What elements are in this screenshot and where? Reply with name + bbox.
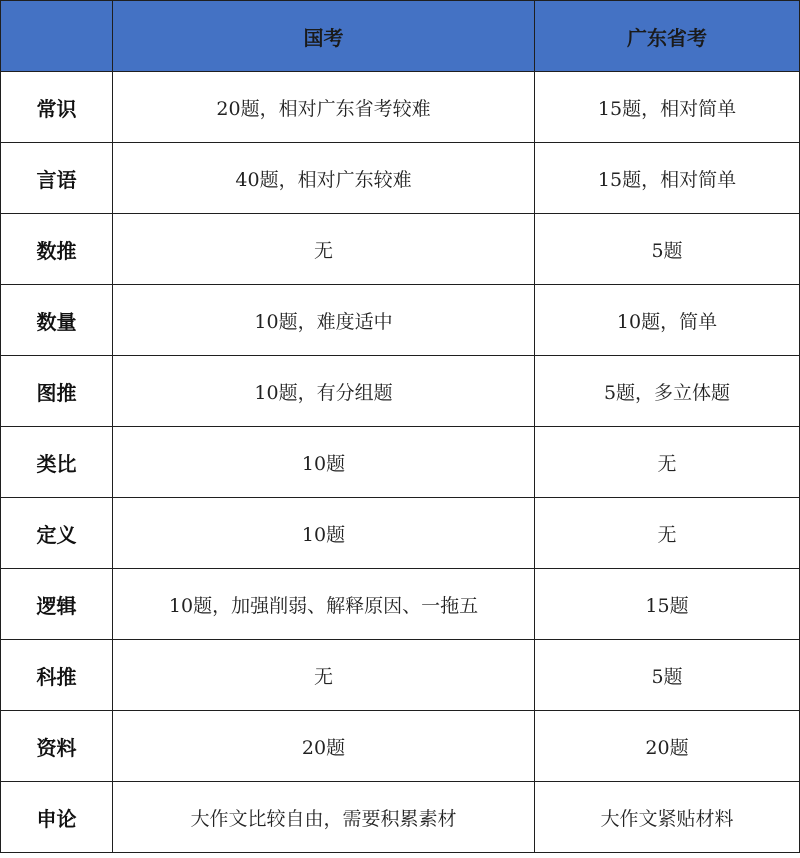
header-guokao: 国考 [113, 1, 535, 72]
guangdong-cell: 15题，相对简单 [535, 143, 800, 214]
table-row [1, 640, 800, 711]
table-row [1, 214, 800, 285]
table-row [1, 427, 800, 498]
subject-cell: 常识 [1, 72, 113, 143]
subject-cell: 定义 [1, 498, 113, 569]
subject-cell: 言语 [1, 143, 113, 214]
guangdong-cell: 无 [535, 498, 800, 569]
guokao-cell: 无 [113, 214, 535, 285]
guangdong-cell: 5题 [535, 640, 800, 711]
table-row [1, 285, 800, 356]
guokao-cell: 10题，难度适中 [113, 285, 535, 356]
guangdong-cell: 无 [535, 427, 800, 498]
guokao-cell: 20题 [113, 711, 535, 782]
guangdong-cell: 15题，相对简单 [535, 72, 800, 143]
table-row [1, 72, 800, 143]
subject-cell: 科推 [1, 640, 113, 711]
subject-cell: 资料 [1, 711, 113, 782]
subject-cell: 逻辑 [1, 569, 113, 640]
table-row [1, 498, 800, 569]
guokao-cell: 大作文比较自由，需要积累素材 [113, 782, 535, 853]
subject-cell: 数量 [1, 285, 113, 356]
guangdong-cell: 5题，多立体题 [535, 356, 800, 427]
guangdong-cell: 10题，简单 [535, 285, 800, 356]
guokao-cell: 10题，有分组题 [113, 356, 535, 427]
guangdong-cell: 15题 [535, 569, 800, 640]
guokao-cell: 40题，相对广东较难 [113, 143, 535, 214]
guangdong-cell: 5题 [535, 214, 800, 285]
guangdong-cell: 大作文紧贴材料 [535, 782, 800, 853]
guokao-cell: 10题 [113, 498, 535, 569]
header-corner-cell [1, 1, 113, 72]
guokao-cell: 10题 [113, 427, 535, 498]
guangdong-cell: 20题 [535, 711, 800, 782]
header-row [1, 1, 800, 72]
table-row [1, 143, 800, 214]
subject-cell: 图推 [1, 356, 113, 427]
subject-cell: 申论 [1, 782, 113, 853]
subject-cell: 数推 [1, 214, 113, 285]
subject-cell: 类比 [1, 427, 113, 498]
header-guangdong: 广东省考 [535, 1, 800, 72]
table-row [1, 782, 800, 853]
table-row [1, 356, 800, 427]
table-row [1, 569, 800, 640]
guokao-cell: 10题，加强削弱、解释原因、一拖五 [113, 569, 535, 640]
table-row [1, 711, 800, 782]
guokao-cell: 无 [113, 640, 535, 711]
guokao-cell: 20题，相对广东省考较难 [113, 72, 535, 143]
